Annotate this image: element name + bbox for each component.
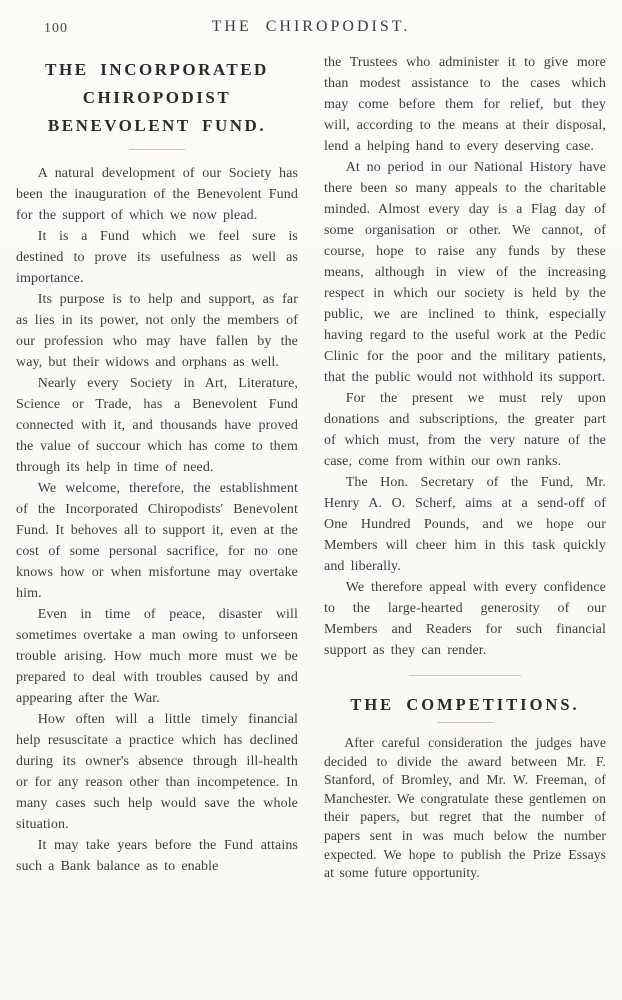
article-paragraph: the Trustees who administer it to give more than modest assistance to the cases which may come before them for relief, but they will, according to the means at their disposal, lend a helping hand to every deserving case. xyxy=(324,55,606,154)
article-title xyxy=(16,56,298,140)
two-column-layout xyxy=(16,44,606,883)
article-paragraph: A natural development of our Society has been the inauguration of the Benevolent Fund for the support of which we now plead. xyxy=(16,166,298,223)
article-paragraph: How often will a little timely financial help resuscitate a practice which has declined during its owner's absence through ill-health or for any reason other than incompetence. In many cases such help would save the whole situation. xyxy=(16,712,298,832)
article-title-line: BENEVOLENT FUND. xyxy=(47,116,267,135)
journal-title: THE CHIROPODIST. xyxy=(211,18,411,35)
article-paragraph: We welcome, therefore, the establishment of the Incorporated Chiropodists' Benevolent Fund. It behoves all to support it, even at the cost of some personal sacrifice, for no one knows how or when misfortune may overtake him. xyxy=(16,481,298,601)
title-underline-rule xyxy=(129,149,185,150)
article-body-right xyxy=(324,44,606,661)
competitions-body xyxy=(324,734,606,883)
article-paragraph: Its purpose is to help and support, as far as lies in its power, not only the members of our profession who may have fallen by the way, but their widows and orphans as well. xyxy=(16,292,298,370)
article-paragraph: Nearly every Society in Art, Literature, Science or Trade, has a Benevolent Fund connected with it, and thousands have proved the value of succour which has come to them through its help in time of need. xyxy=(16,376,298,475)
competitions-title: THE COMPETITIONS. xyxy=(350,695,580,714)
article-paragraph: The Hon. Secretary of the Fund, Mr. Henry A. O. Scherf, aims at a send-off of One Hundred Pounds, and we hope our Members will cheer him in this task quickly and liberally. xyxy=(324,475,606,574)
article-title-line: THE INCORPORATED xyxy=(45,60,269,79)
right-column xyxy=(324,44,606,883)
article-paragraph: It is a Fund which we feel sure is destined to prove its usefulness as well as importance. xyxy=(16,229,298,286)
competitions-paragraph: After careful consideration the judges have decided to divide the award between Mr. F. Stanford, of Bromley, and Mr. W. Freeman, of Manchester. We congratulate these gentlemen on their papers, but regret that the number of papers sent in was much below the number expected. We hope to publish the Prize Essays at some future opportunity. xyxy=(324,735,606,881)
article-title-line: CHIROPODIST xyxy=(82,88,232,107)
competitions-title-underline-rule xyxy=(437,722,493,723)
article-paragraph: We therefore appeal with every confidence to the large-hearted generosity of our Members and Readers for such financial support as they can render. xyxy=(324,580,606,658)
article-paragraph: It may take years before the Fund attains such a Bank balance as to enable xyxy=(16,838,298,874)
page-number: 100 xyxy=(44,21,68,36)
article-paragraph: At no period in our National History have there been so many appeals to the charitable minded. Almost every day is a Flag day of some organisation or other. We cannot, of course, hope to raise any funds by these means, although in view of the increasing respect in which our society is held by the public, we are inclined to think, especially having regard to the useful work at the Pedic Clinic for the poor and the military patients, that the public would not withhold its support. xyxy=(324,160,606,385)
section-divider-rule xyxy=(409,675,521,676)
article-paragraph: Even in time of peace, disaster will sometimes overtake a man owing to unforseen trouble arising. How much more must we be prepared to deal with troubles caused by and appearing after the War. xyxy=(16,607,298,706)
article-body-left xyxy=(16,163,298,877)
left-column xyxy=(16,44,298,883)
article-paragraph: For the present we must rely upon donations and subscriptions, the greater part of which must, from the very nature of the case, come from within our own ranks. xyxy=(324,391,606,469)
page-header xyxy=(0,18,622,42)
